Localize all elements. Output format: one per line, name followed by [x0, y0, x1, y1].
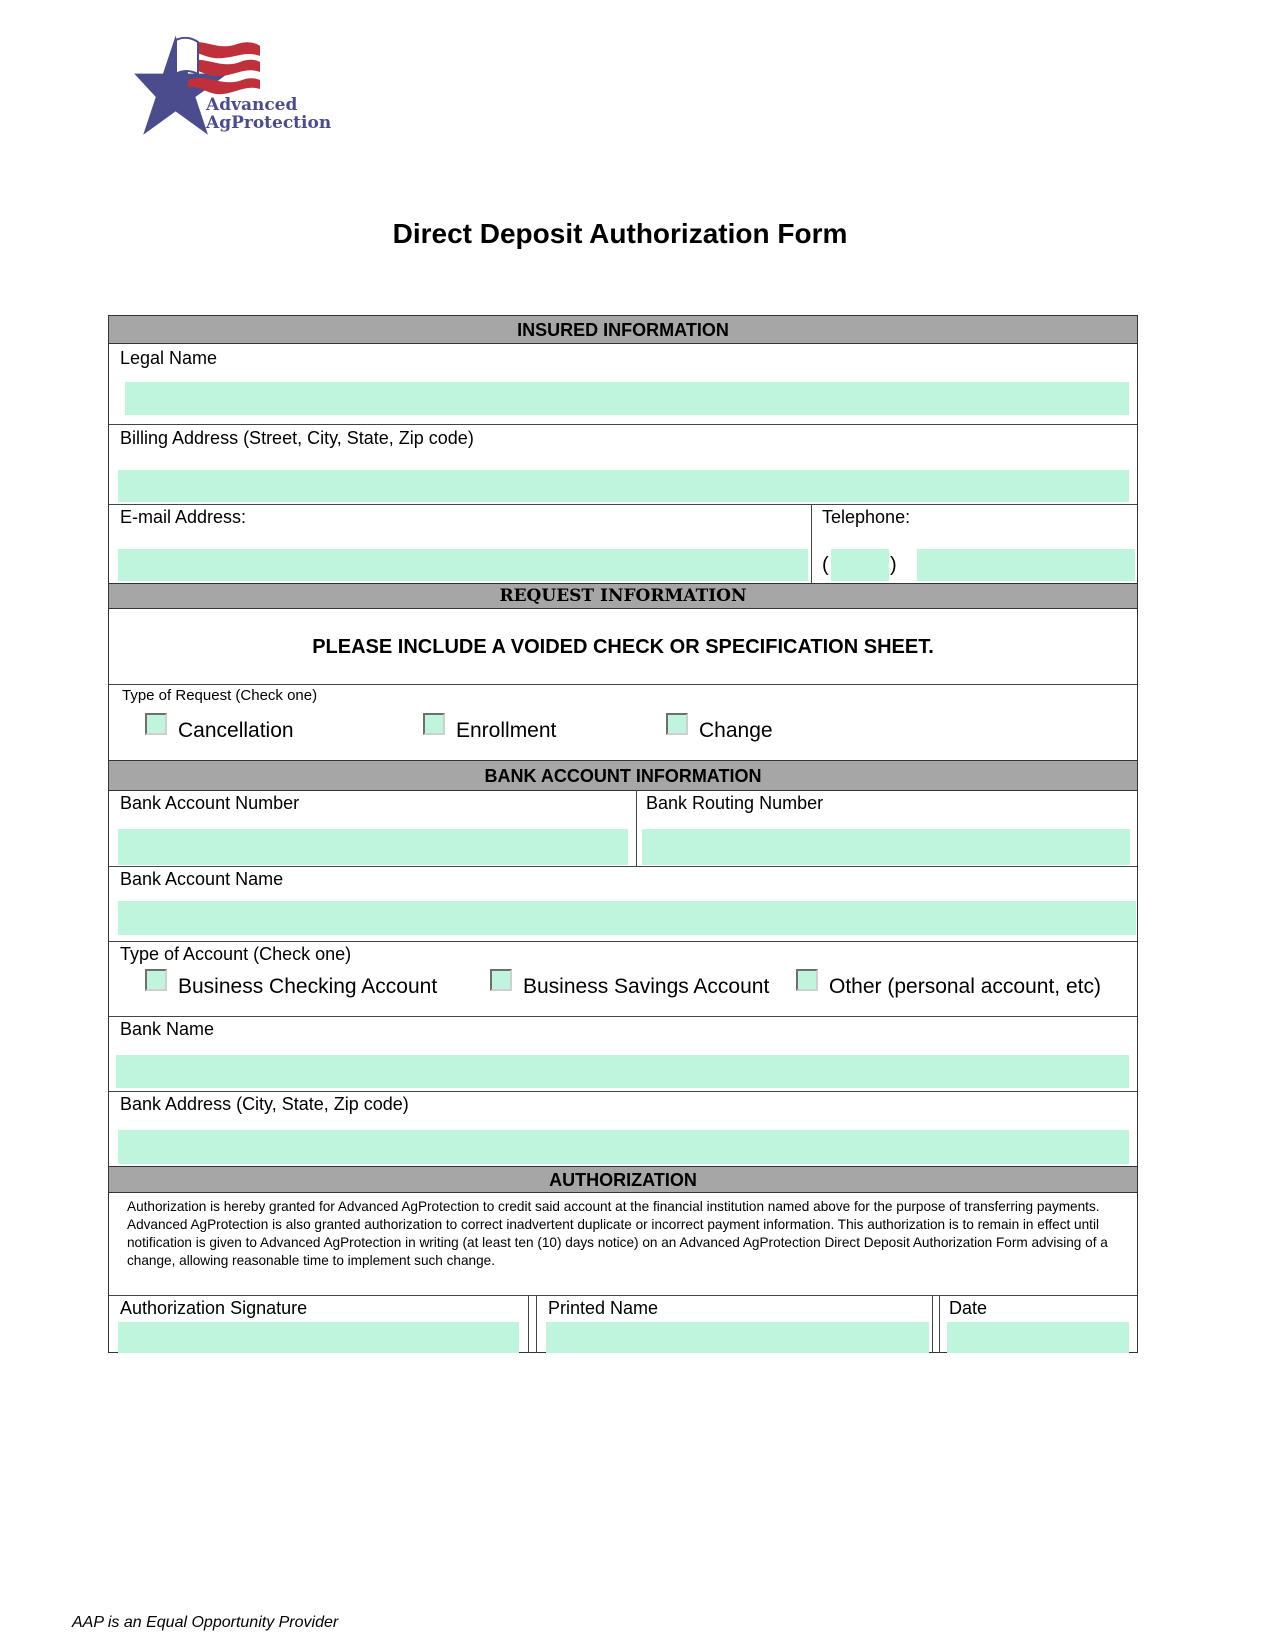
divider [109, 1295, 1137, 1296]
area-code-close-paren: ) [890, 554, 897, 576]
change-checkbox[interactable] [666, 713, 688, 735]
routing-number-input[interactable] [642, 829, 1130, 865]
request-type-label: Type of Request (Check one) [122, 687, 318, 704]
signature-label: Authorization Signature [120, 1298, 308, 1318]
divider [536, 1295, 537, 1353]
other-account-checkbox[interactable] [796, 969, 818, 991]
bank-address-label: Bank Address (City, State, Zip code) [120, 1094, 409, 1114]
brand-line-1: Advanced [206, 95, 298, 115]
enrollment-option-label: Enrollment [456, 719, 557, 742]
divider [109, 1091, 1137, 1092]
billing-address-label: Billing Address (Street, City, State, Zip code) [120, 428, 474, 448]
divider [109, 941, 1137, 942]
printed-name-input[interactable] [546, 1322, 929, 1353]
email-label: E-mail Address: [120, 507, 247, 527]
voided-check-notice: PLEASE INCLUDE A VOIDED CHECK OR SPECIFICATION SHEET. [312, 636, 934, 658]
phone-number-input[interactable] [917, 549, 1135, 581]
change-option-label: Change [699, 719, 773, 742]
page-title: Direct Deposit Authorization Form [392, 218, 848, 249]
divider [109, 504, 1137, 505]
bank-section-header: BANK ACCOUNT INFORMATION [109, 760, 1137, 791]
telephone-label: Telephone: [822, 507, 911, 527]
account-number-input[interactable] [118, 829, 628, 865]
bank-name-input[interactable] [116, 1055, 1129, 1088]
legal-name-label: Legal Name [120, 348, 218, 368]
legal-name-input[interactable] [125, 382, 1129, 415]
authorization-section-header: AUTHORIZATION [109, 1166, 1137, 1193]
area-code-input[interactable] [831, 549, 889, 581]
date-label: Date [949, 1298, 988, 1318]
business-savings-checkbox[interactable] [490, 969, 512, 991]
divider [636, 790, 637, 866]
footer-note: AAP is an Equal Opportunity Provider [72, 1614, 339, 1631]
business-checking-checkbox[interactable] [145, 969, 167, 991]
business-checking-label: Business Checking Account [178, 975, 438, 998]
cancellation-checkbox[interactable] [145, 713, 167, 735]
printed-name-label: Printed Name [548, 1298, 659, 1318]
flag-star-icon [132, 34, 262, 154]
divider [109, 424, 1137, 425]
account-name-label: Bank Account Name [120, 869, 284, 889]
deposit-form [108, 315, 1138, 1353]
date-input[interactable] [947, 1322, 1129, 1353]
account-number-label: Bank Account Number [120, 793, 300, 813]
routing-number-label: Bank Routing Number [646, 793, 824, 813]
billing-address-input[interactable] [118, 470, 1129, 502]
account-type-label: Type of Account (Check one) [120, 944, 352, 964]
bank-name-label: Bank Name [120, 1019, 215, 1039]
account-name-input[interactable] [118, 901, 1136, 935]
divider [109, 866, 1137, 867]
request-section-header: REQUEST INFORMATION [109, 583, 1137, 609]
bank-address-input[interactable] [118, 1130, 1129, 1164]
brand-line-2: AgProtection [206, 113, 332, 133]
signature-input[interactable] [118, 1322, 519, 1353]
authorization-statement: Authorization is hereby granted for Advanced AgProtection to credit said account at the financial institution named above for the purpose of transferring payments. Advanced AgProtection is also granted authorization to correct inadvertent duplicate or incorrect payment information. This authorization is to remain in effect until notification is given to Advanced AgProtection in writing (at least ten (10) days notice) on an Advanced AgProtection Direct Deposit Authorization Form advising of a change, allowing reasonable time to implement such change. [127, 1199, 1108, 1268]
email-input[interactable] [118, 549, 808, 581]
cancellation-option-label: Cancellation [178, 719, 294, 742]
insured-section-header: INSURED INFORMATION [109, 315, 1137, 344]
enrollment-checkbox[interactable] [423, 713, 445, 735]
company-logo [132, 34, 342, 154]
divider [528, 1295, 529, 1353]
divider [109, 684, 1137, 685]
divider [811, 504, 812, 583]
area-code-open-paren: ( [822, 554, 829, 576]
business-savings-label: Business Savings Account [523, 975, 770, 998]
divider [109, 1016, 1137, 1017]
other-account-label: Other (personal account, etc) [829, 975, 1101, 998]
